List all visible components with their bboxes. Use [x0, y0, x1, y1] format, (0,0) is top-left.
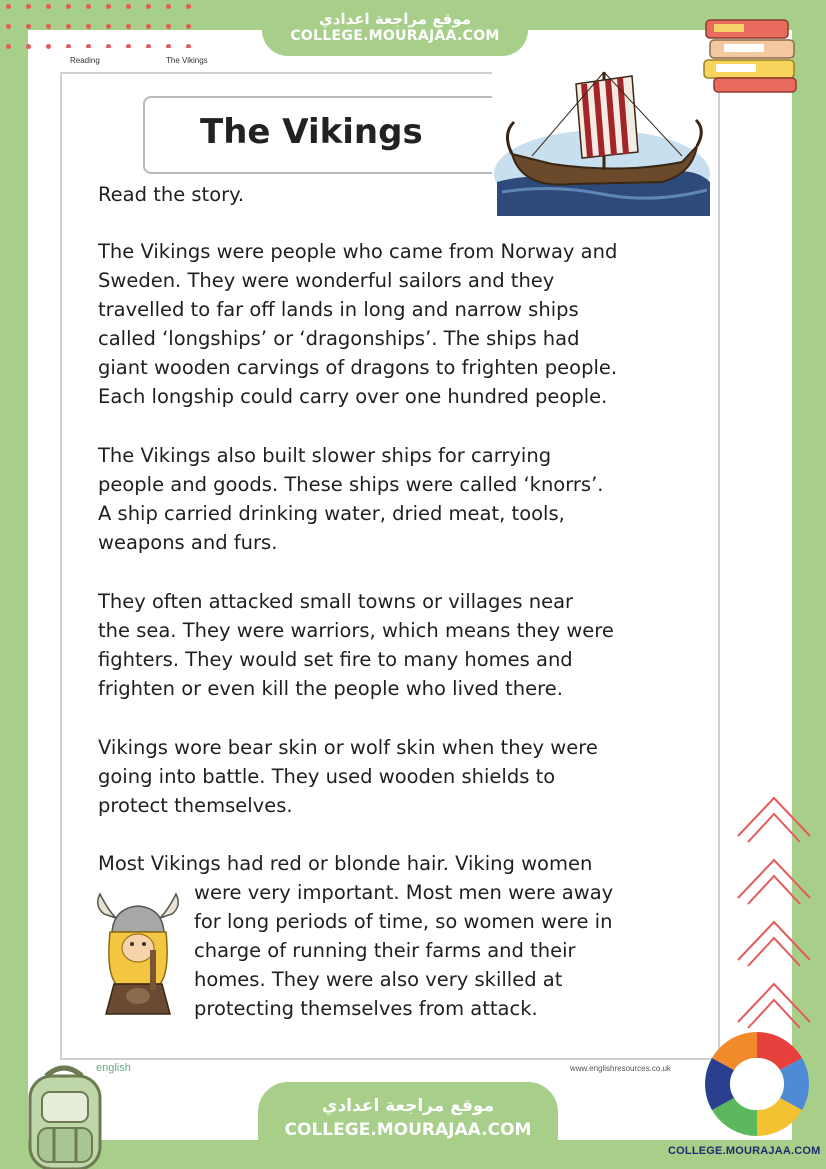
chevron-up-icon [732, 790, 816, 1040]
paragraph-3 [98, 587, 614, 703]
paragraph-line: travelled to far off lands in long and narrow ships [98, 298, 579, 321]
paragraph-line: for long periods of time, so women were in [194, 910, 613, 933]
top-banner [262, 4, 528, 56]
paragraph-line: homes. They were also very skilled at [194, 968, 563, 991]
paragraph-line: frighten or even kill the people who lived there. [98, 677, 563, 700]
site-url[interactable]: COLLEGE.MOURAJAA.COM [290, 28, 500, 44]
footer-url: www.englishresources.co.uk [570, 1064, 671, 1073]
paragraph-line: the sea. They were warriors, which means they were [98, 619, 614, 642]
paragraph-2 [98, 441, 604, 557]
paragraph-line: charge of running their farms and their [194, 939, 576, 962]
paragraph-line: Most Vikings had red or blonde hair. Viking women [98, 852, 593, 875]
instruction-text: Read the story. [98, 183, 245, 206]
viking-character-image [90, 892, 186, 1022]
brand-text: COLLEGE.MOURAJAA.COM [668, 1145, 821, 1157]
subjects-wheel-logo [694, 1024, 820, 1144]
site-url-bottom[interactable]: COLLEGE.MOURAJAA.COM [284, 1120, 532, 1140]
footer-logo: english [96, 1062, 131, 1074]
paragraph-line: people and goods. These ships were called ‘knorrs’. [98, 473, 604, 496]
paragraph-line: protecting themselves from attack. [194, 997, 538, 1020]
site-arabic-name: موقع مراجعة اعدادي [319, 10, 471, 28]
paragraph-line: giant wooden carvings of dragons to frighten people. [98, 356, 618, 379]
paragraph-1 [98, 237, 617, 411]
paragraph-line: weapons and furs. [98, 531, 278, 554]
paragraph-line: The Vikings also built slower ships for carrying [98, 444, 552, 467]
worksheet-header-right: The Vikings [166, 56, 208, 65]
worksheet-title: The Vikings [200, 112, 423, 152]
bottom-banner [258, 1082, 558, 1169]
paragraph-4 [98, 733, 598, 820]
paragraph-line: A ship carried drinking water, dried meat, tools, [98, 502, 565, 525]
viking-ship-image [492, 64, 712, 216]
paragraph-line: Vikings wore bear skin or wolf skin when they were [98, 736, 598, 759]
site-arabic-name-bottom: موقع مراجعة اعدادي [321, 1096, 495, 1116]
paragraph-line: going into battle. They used wooden shields to [98, 765, 556, 788]
paragraph-line: They often attacked small towns or villages near [98, 590, 574, 613]
worksheet-header-left: Reading [70, 56, 100, 65]
books-icon [700, 14, 804, 96]
paragraph-line: Sweden. They were wonderful sailors and they [98, 269, 555, 292]
paragraph-line: called ‘longships’ or ‘dragonships’. The ships had [98, 327, 580, 350]
paragraph-line: The Vikings were people who came from Norway and [98, 240, 618, 263]
backpack-icon [16, 1062, 112, 1169]
paragraph-line: protect themselves. [98, 794, 293, 817]
paragraph-line: were very important. Most men were away [194, 881, 614, 904]
paragraph-line: Each longship could carry over one hundred people. [98, 385, 608, 408]
paragraph-line: fighters. They would set fire to many homes and [98, 648, 573, 671]
